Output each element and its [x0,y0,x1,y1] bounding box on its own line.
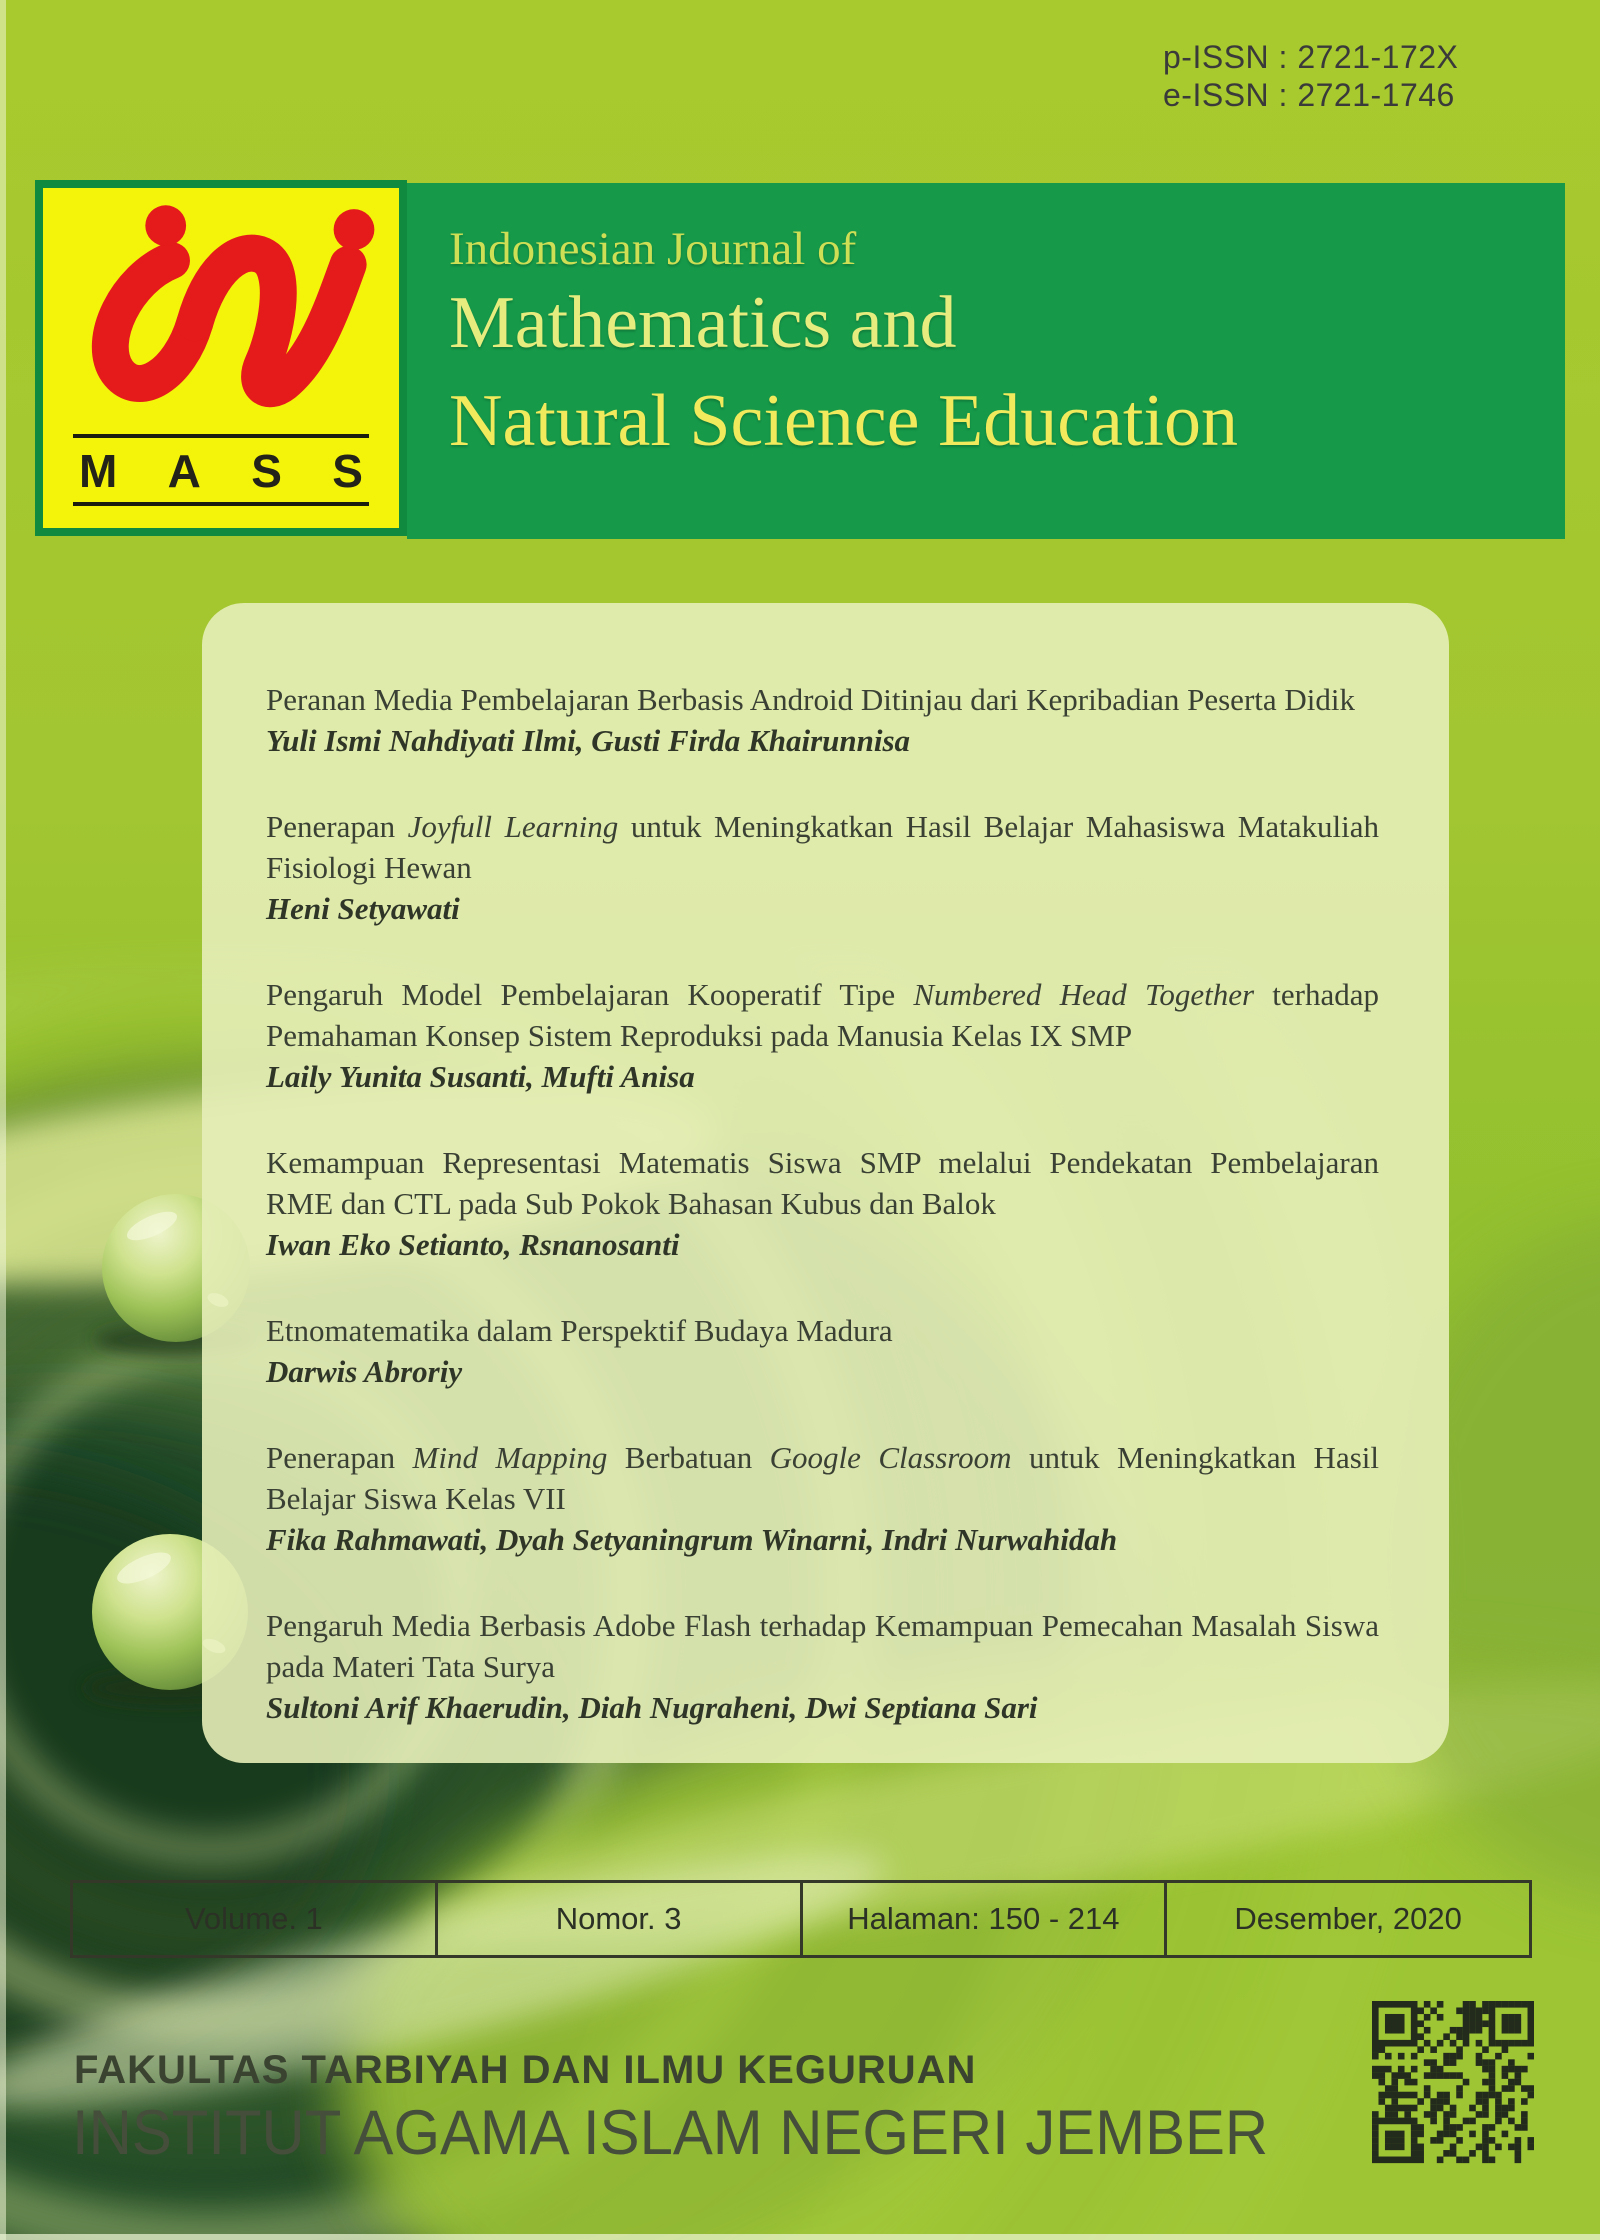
qr-code-icon [1372,2000,1534,2164]
article-title: Pengaruh Media Berbasis Adobe Flash terhadap Kemampuan Pemecahan Masalah Siswa pada Materi Tata Surya [266,1608,1379,1684]
journal-logo [35,180,407,536]
logo-letter: A [167,445,201,497]
page-left-edge [0,0,6,2240]
article-entry [266,1142,1379,1265]
logo-wordmark [73,434,369,506]
article-entry [266,806,1379,929]
article-title: Penerapan Joyfull Learning untuk Meningkatkan Hasil Belajar Mahasiswa Matakuliah Fisiologi Hewan [266,809,1379,885]
volume-bar-cell: Halaman: 150 - 214 [800,1883,1165,1955]
article-authors: Heni Setyawati [266,891,460,926]
e-issn: e-ISSN : 2721-1746 [1163,77,1455,113]
journal-title-line3: Natural Science Education [449,380,1238,462]
masthead-band [407,183,1565,539]
article-title: Kemampuan Representasi Matematis Siswa SMP melalui Pendekatan Pembelajaran RME dan CTL pada Sub Pokok Bahasan Kubus dan Balok [266,1145,1379,1221]
article-title: Etnomatematika dalam Perspektif Budaya Madura [266,1313,893,1348]
volume-bar-cell: Desember, 2020 [1164,1883,1529,1955]
article-title: Penerapan Mind Mapping Berbatuan Google Classroom untuk Meningkatkan Hasil Belajar Siswa Kelas VII [266,1440,1379,1516]
volume-bar [70,1880,1532,1958]
article-title: Pengaruh Model Pembelajaran Kooperatif Tipe Numbered Head Together terhadap Pemahaman Konsep Sistem Reproduksi pada Manusia Kelas IX SMP [266,977,1380,1053]
article-entry [266,974,1379,1097]
volume-bar-cell: Nomor. 3 [435,1883,800,1955]
p-issn: p-ISSN : 2721-172X [1163,39,1459,75]
article-entry [266,1310,1379,1392]
article-authors: Sultoni Arif Khaerudin, Diah Nugraheni, Dwi Septiana Sari [266,1690,1038,1725]
article-authors: Darwis Abroriy [266,1354,463,1389]
volume-bar-cell: Volume. 1 [184,1901,323,1936]
issn-block [1163,38,1458,114]
article-authors: Yuli Ismi Nahdiyati Ilmi, Gusti Firda Khairunnisa [266,723,911,758]
logo-letters [73,438,369,502]
article-list [266,679,1379,1728]
journal-title-line2: Mathematics and [449,282,957,364]
article-entry [266,679,1379,761]
logo-letter: M [79,445,118,497]
logo-letter: S [251,445,282,497]
journal-title-line1: Indonesian Journal of [449,223,857,275]
article-entry [266,1437,1379,1560]
logo-letter: S [332,445,363,497]
article-authors: Fika Rahmawati, Dyah Setyaningrum Winarni, Indri Nurwahidah [266,1522,1118,1557]
ijmass-logo-icon [57,194,387,432]
article-authors: Iwan Eko Setianto, Rsnanosanti [266,1227,680,1262]
logo-rule-bottom [73,502,369,506]
page-bottom-edge [0,2234,1600,2240]
article-entry [266,1605,1379,1728]
footer-faculty: FAKULTAS TARBIYAH DAN ILMU KEGURUAN [74,2048,977,2092]
article-authors: Laily Yunita Susanti, Mufti Anisa [266,1059,695,1094]
article-title: Peranan Media Pembelajaran Berbasis Android Ditinjau dari Kepribadian Peserta Didik [266,682,1355,717]
footer-institute: INSTITUT AGAMA ISLAM NEGERI JEMBER [72,2098,1269,2168]
contents-panel [202,603,1449,1763]
